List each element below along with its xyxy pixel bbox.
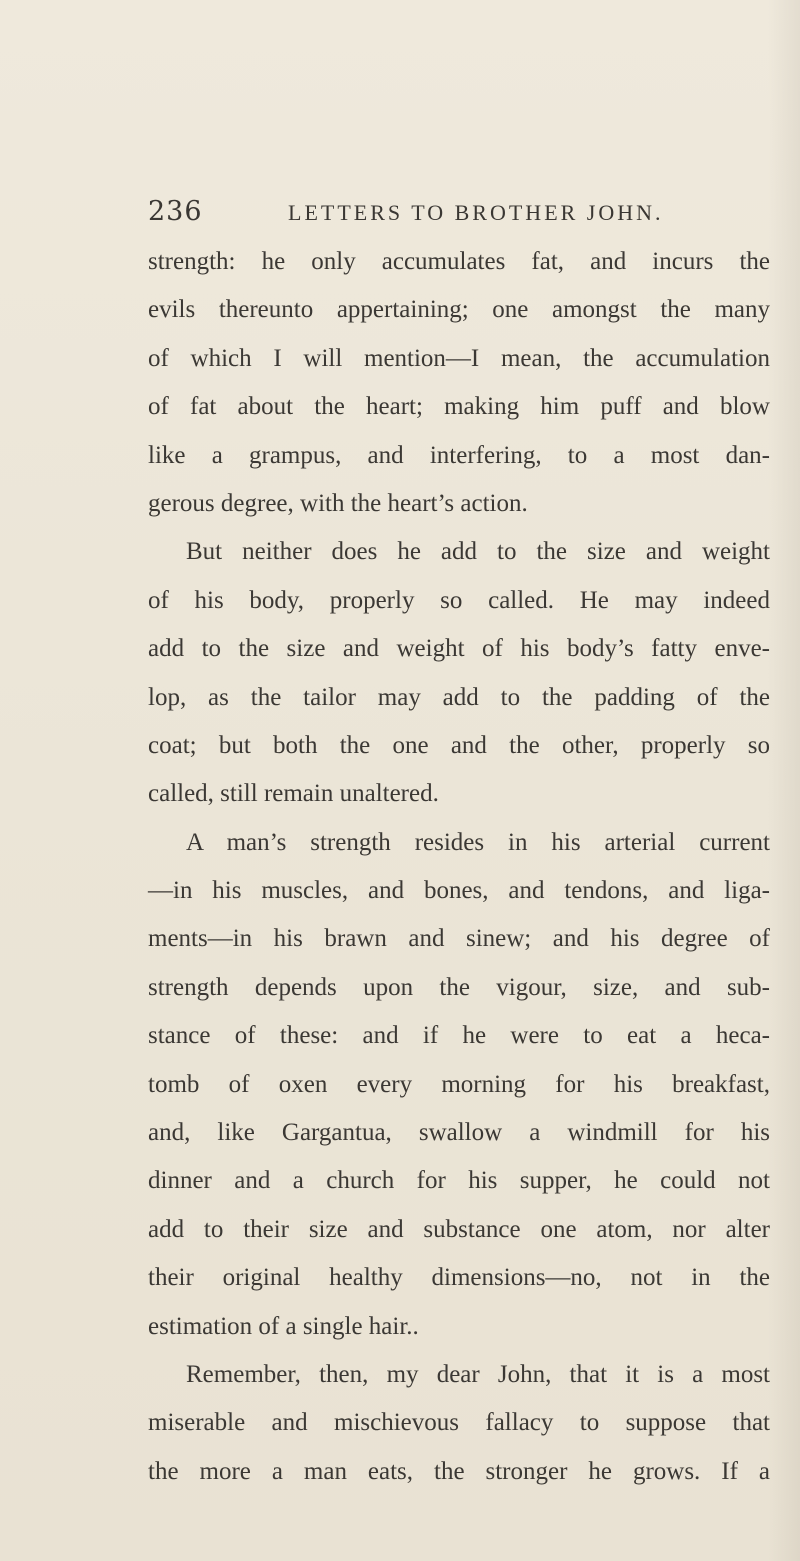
page-header bbox=[148, 196, 768, 236]
text-line: evils thereunto appertaining; one amongst the many bbox=[148, 296, 770, 324]
text-line: called, still remain unaltered. bbox=[148, 780, 439, 808]
body-text bbox=[148, 238, 770, 1496]
text-line: dinner and a church for his supper, he could not bbox=[148, 1167, 770, 1195]
text-line: gerous degree, with the heart’s action. bbox=[148, 489, 528, 517]
text-line: strength depends upon the vigour, size, and sub- bbox=[148, 973, 770, 1001]
text-line: But neither does he add to the size and weight bbox=[186, 538, 770, 566]
text-line: lop, as the tailor may add to the padding of the bbox=[148, 683, 770, 711]
text-line: estimation of a single hair.. bbox=[148, 1312, 419, 1340]
running-head: LETTERS TO BROTHER JOHN. bbox=[288, 200, 664, 225]
text-line: of which I will mention—I mean, the accumulation bbox=[148, 344, 770, 372]
text-line: ments—in his brawn and sinew; and his degree of bbox=[148, 925, 770, 953]
text-line: the more a man eats, the stronger he grows. If a bbox=[148, 1457, 770, 1485]
text-line: coat; but both the one and the other, properly so bbox=[148, 731, 770, 759]
text-line: add to the size and weight of his body’s fatty enve- bbox=[148, 635, 770, 663]
text-line: miserable and mischievous fallacy to suppose that bbox=[148, 1409, 770, 1437]
text-line: A man’s strength resides in his arterial current bbox=[186, 828, 770, 856]
text-line: tomb of oxen every morning for his breakfast, bbox=[148, 1070, 770, 1098]
text-line: of his body, properly so called. He may indeed bbox=[148, 586, 770, 614]
text-line: of fat about the heart; making him puff and blow bbox=[148, 393, 770, 421]
text-line: and, like Gargantua, swallow a windmill for his bbox=[148, 1119, 770, 1147]
text-line: like a grampus, and interfering, to a most dan- bbox=[148, 441, 770, 469]
text-line: stance of these: and if he were to eat a heca- bbox=[148, 1022, 770, 1050]
text-line: strength: he only accumulates fat, and incurs the bbox=[148, 248, 770, 275]
text-line: —in his muscles, and bones, and tendons, and liga- bbox=[148, 877, 770, 905]
page-number: 236 bbox=[148, 196, 203, 227]
text-line: add to their size and substance one atom, nor alter bbox=[148, 1215, 770, 1243]
text-line: their original healthy dimensions—no, not in the bbox=[148, 1264, 770, 1292]
text-line: Remember, then, my dear John, that it is a most bbox=[186, 1360, 770, 1388]
